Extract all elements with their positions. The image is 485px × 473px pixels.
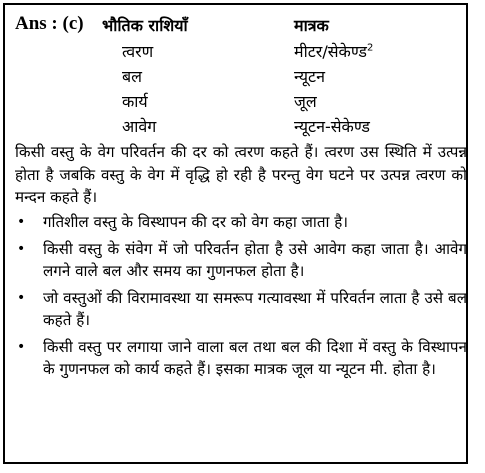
- quantity-cell: कार्य: [122, 92, 148, 111]
- list-item-text: किसी वस्तु पर लगाया जाने वाला बल तथा बल की दिशा में वस्तु के विस्थापन के गुणनफल को कार्य कहते हैं। इसका मात्रक जूल या न्यूटन मी. होता है।: [43, 337, 467, 378]
- list-item-text: किसी वस्तु के संवेग में जो परिवर्तन होता है उसे आवेग कहा जाता है। आवेग लगने वाले बल और समय का गुणनफल होता है।: [43, 239, 467, 280]
- bullet-icon: •: [17, 338, 26, 355]
- bullet-list: [15, 211, 467, 385]
- bullet-icon: •: [17, 214, 26, 230]
- unit-cell: न्यूटन: [294, 67, 325, 86]
- bullet-icon: •: [17, 240, 26, 257]
- unit-cell: न्यूटन-सेकेण्ड: [294, 117, 370, 136]
- quantity-cell: त्वरण: [122, 42, 154, 61]
- unit-cell: जूल: [294, 92, 317, 111]
- quantity-cell: आवेग: [122, 117, 157, 136]
- unit-text: मीटर/सेकेण्ड: [294, 42, 367, 61]
- answer-header: [15, 13, 84, 39]
- list-item: [15, 287, 467, 332]
- answer-label: Ans : (c): [15, 13, 84, 34]
- list-item-text: गतिशील वस्तु के विस्थापन की दर को वेग कहा जाता है।: [43, 213, 349, 231]
- list-item-text: जो वस्तुओं की विरामावस्था या समरूप गत्यावस्था में परिवर्तन लाता है उसे बल कहते हैं।: [43, 288, 467, 329]
- unit-cell: [294, 40, 373, 62]
- bullet-icon: •: [17, 289, 26, 306]
- answer-box: [3, 3, 468, 464]
- unit-column-header: मात्रक: [294, 16, 329, 35]
- unit-superscript: 2: [366, 42, 374, 54]
- explanation-paragraph: किसी वस्तु के वेग परिवर्तन की दर को त्वरण कहते हैं। त्वरण उस स्थिति में उत्पन्न होता है जबकि वस्तु के वेग में वृद्धि हो रही है परन्तु वेग घटने पर उत्पन्न त्वरण को मन्दन कहते हैं।: [15, 143, 467, 206]
- list-item: [15, 211, 467, 234]
- list-item: [15, 336, 467, 381]
- list-item: [15, 238, 467, 283]
- quantity-cell: बल: [122, 67, 142, 86]
- quantity-column-header: भौतिक राशियाँ: [102, 16, 188, 35]
